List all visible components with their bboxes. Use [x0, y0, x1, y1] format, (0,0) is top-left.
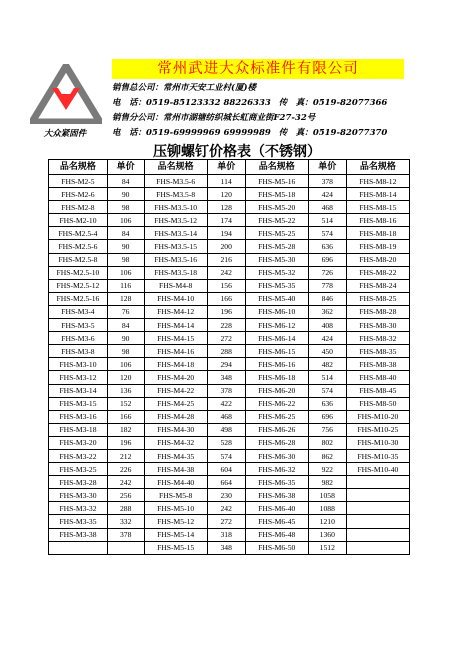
- spec-cell: FHS-M10-25: [346, 423, 409, 436]
- price-cell: 468: [207, 410, 245, 423]
- spec-cell: FHS-M6-32: [245, 463, 308, 476]
- table-row: [49, 436, 410, 449]
- price-cell: 450: [308, 345, 346, 358]
- price-cell: 98: [107, 253, 144, 266]
- spec-cell: FHS-M5-8: [144, 489, 207, 502]
- spec-cell: FHS-M4-8: [144, 279, 207, 292]
- table-row: [49, 214, 410, 227]
- hq-address: 常州市天安工业村(厦)楼: [163, 83, 257, 93]
- price-cell: 468: [308, 201, 346, 214]
- spec-cell: FHS-M8-45: [346, 384, 409, 397]
- price-cell: 574: [308, 384, 346, 397]
- price-cell: 636: [308, 240, 346, 253]
- spec-cell: FHS-M3-14: [49, 384, 108, 397]
- table-header-row: [49, 160, 410, 175]
- hq-phone-label: 电 话：: [112, 98, 147, 108]
- price-cell: 514: [308, 214, 346, 227]
- price-cell: 482: [308, 358, 346, 371]
- spec-cell: FHS-M4-10: [144, 292, 207, 305]
- price-cell: 756: [308, 423, 346, 436]
- spec-cell: FHS-M5-22: [245, 214, 308, 227]
- price-cell: 196: [207, 305, 245, 318]
- spec-cell: FHS-M4-20: [144, 371, 207, 384]
- price-cell: 422: [207, 397, 245, 410]
- spec-cell: FHS-M3.5-18: [144, 266, 207, 279]
- spec-cell: [346, 528, 409, 541]
- spec-cell: FHS-M5-18: [245, 188, 308, 201]
- hq-label: 销售总公司：: [112, 83, 164, 93]
- branch-address: 常州市湖塘纺织城长虹商业街F27-32号: [163, 113, 316, 123]
- company-logo-icon: [30, 64, 102, 124]
- spec-cell: FHS-M3-22: [49, 449, 108, 462]
- spec-cell: [346, 515, 409, 528]
- price-cell: 242: [107, 476, 144, 489]
- spec-cell: FHS-M6-50: [245, 541, 308, 554]
- price-cell: 272: [207, 515, 245, 528]
- price-cell: 318: [207, 528, 245, 541]
- table-row: [49, 188, 410, 201]
- column-header: 品名规格: [245, 160, 308, 175]
- price-cell: 1088: [308, 502, 346, 515]
- table-row: [49, 449, 410, 462]
- spec-cell: FHS-M4-14: [144, 319, 207, 332]
- column-header: 品名规格: [346, 160, 409, 175]
- spec-cell: FHS-M3-28: [49, 476, 108, 489]
- spec-cell: FHS-M4-16: [144, 345, 207, 358]
- price-cell: 348: [207, 541, 245, 554]
- price-cell: 116: [107, 279, 144, 292]
- price-cell: 216: [207, 253, 245, 266]
- price-cell: 194: [207, 227, 245, 240]
- price-cell: 174: [207, 214, 245, 227]
- spec-cell: [346, 476, 409, 489]
- spec-cell: FHS-M2.5-10: [49, 266, 108, 279]
- branch-address-line: [112, 111, 315, 123]
- hq-fax: 0519-82077366: [312, 98, 388, 108]
- price-cell: 200: [207, 240, 245, 253]
- spec-cell: FHS-M10-20: [346, 410, 409, 423]
- spec-cell: FHS-M10-30: [346, 436, 409, 449]
- spec-cell: FHS-M5-40: [245, 292, 308, 305]
- price-table: [48, 159, 410, 555]
- spec-cell: FHS-M6-26: [245, 423, 308, 436]
- price-cell: 726: [308, 266, 346, 279]
- spec-cell: FHS-M5-15: [144, 541, 207, 554]
- spec-cell: FHS-M5-30: [245, 253, 308, 266]
- spec-cell: FHS-M6-10: [245, 305, 308, 318]
- price-cell: 408: [308, 319, 346, 332]
- price-cell: 84: [107, 175, 144, 188]
- price-cell: 106: [107, 266, 144, 279]
- spec-cell: [346, 541, 409, 554]
- spec-cell: FHS-M3.5-12: [144, 214, 207, 227]
- spec-cell: FHS-M6-30: [245, 449, 308, 462]
- spec-cell: FHS-M6-45: [245, 515, 308, 528]
- price-cell: 604: [207, 463, 245, 476]
- table-row: [49, 463, 410, 476]
- column-header: 单价: [308, 160, 346, 175]
- table-row: [49, 253, 410, 266]
- price-cell: 156: [207, 279, 245, 292]
- spec-cell: FHS-M2-10: [49, 214, 108, 227]
- spec-cell: FHS-M3-32: [49, 502, 108, 515]
- table-body: [49, 175, 410, 555]
- price-cell: 120: [107, 371, 144, 384]
- price-cell: 272: [207, 332, 245, 345]
- spec-cell: FHS-M4-25: [144, 397, 207, 410]
- spec-cell: FHS-M8-20: [346, 253, 409, 266]
- table-row: [49, 528, 410, 541]
- table-row: [49, 541, 410, 554]
- table-row: [49, 319, 410, 332]
- table-row: [49, 201, 410, 214]
- price-cell: 294: [207, 358, 245, 371]
- spec-cell: FHS-M6-14: [245, 332, 308, 345]
- spec-cell: FHS-M8-40: [346, 371, 409, 384]
- spec-cell: FHS-M3-20: [49, 436, 108, 449]
- price-cell: 242: [207, 502, 245, 515]
- branch-label: 销售分公司：: [112, 113, 164, 123]
- spec-cell: FHS-M5-28: [245, 240, 308, 253]
- branch-fax: 0519-82077370: [312, 128, 388, 138]
- price-cell: 98: [107, 345, 144, 358]
- price-cell: 136: [107, 384, 144, 397]
- price-cell: 922: [308, 463, 346, 476]
- spec-cell: FHS-M3-15: [49, 397, 108, 410]
- price-cell: 76: [107, 305, 144, 318]
- table-row: [49, 489, 410, 502]
- price-cell: 498: [207, 423, 245, 436]
- spec-cell: FHS-M8-24: [346, 279, 409, 292]
- price-cell: 182: [107, 423, 144, 436]
- spec-cell: FHS-M8-19: [346, 240, 409, 253]
- spec-cell: FHS-M3-30: [49, 489, 108, 502]
- spec-cell: FHS-M2.5-12: [49, 279, 108, 292]
- price-cell: 982: [308, 476, 346, 489]
- spec-cell: FHS-M3-18: [49, 423, 108, 436]
- spec-cell: FHS-M10-35: [346, 449, 409, 462]
- price-cell: 664: [207, 476, 245, 489]
- spec-cell: FHS-M3-6: [49, 332, 108, 345]
- spec-cell: FHS-M2.5-6: [49, 240, 108, 253]
- spec-cell: FHS-M3-5: [49, 319, 108, 332]
- spec-cell: FHS-M8-30: [346, 319, 409, 332]
- price-cell: 378: [107, 528, 144, 541]
- spec-cell: FHS-M3-8: [49, 345, 108, 358]
- spec-cell: FHS-M8-25: [346, 292, 409, 305]
- table-row: [49, 502, 410, 515]
- spec-cell: FHS-M5-14: [144, 528, 207, 541]
- price-cell: 212: [107, 449, 144, 462]
- spec-cell: FHS-M4-28: [144, 410, 207, 423]
- table-row: [49, 358, 410, 371]
- spec-cell: FHS-M3-38: [49, 528, 108, 541]
- price-cell: 166: [207, 292, 245, 305]
- hq-fax-label: 传 真：: [278, 98, 313, 108]
- spec-cell: FHS-M3.5-16: [144, 253, 207, 266]
- table-row: [49, 345, 410, 358]
- spec-cell: FHS-M4-40: [144, 476, 207, 489]
- spec-cell: [49, 541, 108, 554]
- price-cell: 348: [207, 371, 245, 384]
- spec-cell: FHS-M5-10: [144, 502, 207, 515]
- spec-cell: [346, 502, 409, 515]
- price-cell: 636: [308, 397, 346, 410]
- spec-cell: FHS-M2-5: [49, 175, 108, 188]
- column-header: 品名规格: [144, 160, 207, 175]
- branch-phone-label: 电 话：: [112, 128, 147, 138]
- hq-phone: 0519-85123332 88226333: [146, 98, 271, 108]
- spec-cell: FHS-M3.5-14: [144, 227, 207, 240]
- price-cell: 106: [107, 214, 144, 227]
- price-cell: 256: [107, 489, 144, 502]
- table-row: [49, 423, 410, 436]
- spec-cell: FHS-M2-8: [49, 201, 108, 214]
- price-cell: 574: [308, 227, 346, 240]
- spec-cell: FHS-M5-25: [245, 227, 308, 240]
- spec-cell: FHS-M8-38: [346, 358, 409, 371]
- spec-cell: FHS-M4-32: [144, 436, 207, 449]
- spec-cell: FHS-M5-20: [245, 201, 308, 214]
- price-cell: 378: [308, 175, 346, 188]
- spec-cell: FHS-M3-25: [49, 463, 108, 476]
- price-cell: 288: [107, 502, 144, 515]
- spec-cell: FHS-M2.5-8: [49, 253, 108, 266]
- price-cell: 378: [207, 384, 245, 397]
- branch-phone-line: [112, 126, 387, 138]
- price-cell: 778: [308, 279, 346, 292]
- price-cell: 114: [207, 175, 245, 188]
- table-row: [49, 227, 410, 240]
- spec-cell: FHS-M8-16: [346, 214, 409, 227]
- table-row: [49, 476, 410, 489]
- price-cell: 84: [107, 319, 144, 332]
- price-cell: 196: [107, 436, 144, 449]
- spec-cell: FHS-M10-40: [346, 463, 409, 476]
- price-cell: 120: [207, 188, 245, 201]
- spec-cell: FHS-M6-25: [245, 410, 308, 423]
- spec-cell: FHS-M4-35: [144, 449, 207, 462]
- spec-cell: FHS-M4-12: [144, 305, 207, 318]
- price-cell: 106: [107, 358, 144, 371]
- spec-cell: FHS-M3-35: [49, 515, 108, 528]
- price-cell: 802: [308, 436, 346, 449]
- price-cell: 288: [207, 345, 245, 358]
- table-row: [49, 332, 410, 345]
- spec-cell: FHS-M2-6: [49, 188, 108, 201]
- table-row: [49, 279, 410, 292]
- spec-cell: FHS-M8-32: [346, 332, 409, 345]
- price-cell: 84: [107, 227, 144, 240]
- spec-cell: FHS-M5-32: [245, 266, 308, 279]
- price-cell: 166: [107, 410, 144, 423]
- price-cell: 424: [308, 188, 346, 201]
- column-header: 单价: [207, 160, 245, 175]
- price-cell: 514: [308, 371, 346, 384]
- spec-cell: FHS-M6-22: [245, 397, 308, 410]
- table-row: [49, 384, 410, 397]
- spec-cell: FHS-M6-48: [245, 528, 308, 541]
- spec-cell: FHS-M8-15: [346, 201, 409, 214]
- table-row: [49, 371, 410, 384]
- spec-cell: FHS-M6-12: [245, 319, 308, 332]
- table-row: [49, 410, 410, 423]
- logo-caption: 大众紧固件: [43, 129, 87, 139]
- spec-cell: FHS-M4-30: [144, 423, 207, 436]
- spec-cell: FHS-M4-22: [144, 384, 207, 397]
- spec-cell: FHS-M5-12: [144, 515, 207, 528]
- spec-cell: FHS-M8-50: [346, 397, 409, 410]
- price-cell: 90: [107, 240, 144, 253]
- price-cell: 1360: [308, 528, 346, 541]
- column-header: 单价: [107, 160, 144, 175]
- price-cell: 362: [308, 305, 346, 318]
- price-cell: 574: [207, 449, 245, 462]
- price-cell: 90: [107, 188, 144, 201]
- spec-cell: FHS-M3.5-6: [144, 175, 207, 188]
- table-row: [49, 397, 410, 410]
- column-header: 品名规格: [49, 160, 108, 175]
- price-cell: 230: [207, 489, 245, 502]
- spec-cell: FHS-M8-12: [346, 175, 409, 188]
- price-cell: 1058: [308, 489, 346, 502]
- spec-cell: FHS-M3-10: [49, 358, 108, 371]
- price-cell: [107, 541, 144, 554]
- table-row: [49, 266, 410, 279]
- spec-cell: FHS-M2.5-16: [49, 292, 108, 305]
- spec-cell: FHS-M6-20: [245, 384, 308, 397]
- price-cell: 696: [308, 253, 346, 266]
- price-cell: 1512: [308, 541, 346, 554]
- sheet-title: 压铆螺钉价格表（不锈钢）: [153, 144, 321, 160]
- price-cell: 98: [107, 201, 144, 214]
- price-cell: 424: [308, 332, 346, 345]
- table-row: [49, 175, 410, 188]
- letterhead: [0, 0, 474, 140]
- spec-cell: [346, 489, 409, 502]
- spec-cell: FHS-M8-14: [346, 188, 409, 201]
- spec-cell: FHS-M5-35: [245, 279, 308, 292]
- branch-fax-label: 传 真：: [278, 128, 313, 138]
- price-cell: 862: [308, 449, 346, 462]
- price-cell: 128: [207, 201, 245, 214]
- table-row: [49, 292, 410, 305]
- spec-cell: FHS-M6-40: [245, 502, 308, 515]
- spec-cell: FHS-M3-12: [49, 371, 108, 384]
- spec-cell: FHS-M8-28: [346, 305, 409, 318]
- spec-cell: FHS-M3.5-15: [144, 240, 207, 253]
- spec-cell: FHS-M8-35: [346, 345, 409, 358]
- spec-cell: FHS-M6-38: [245, 489, 308, 502]
- spec-cell: FHS-M6-35: [245, 476, 308, 489]
- spec-cell: FHS-M6-18: [245, 371, 308, 384]
- branch-phone: 0519-69999969 69999989: [146, 128, 271, 138]
- spec-cell: FHS-M3.5-10: [144, 201, 207, 214]
- price-cell: 696: [308, 410, 346, 423]
- price-cell: 90: [107, 332, 144, 345]
- table-row: [49, 515, 410, 528]
- price-cell: 1210: [308, 515, 346, 528]
- spec-cell: FHS-M6-15: [245, 345, 308, 358]
- price-cell: 846: [308, 292, 346, 305]
- price-cell: 242: [207, 266, 245, 279]
- company-name: 常州武进大众标准件有限公司: [157, 61, 359, 77]
- spec-cell: FHS-M3.5-8: [144, 188, 207, 201]
- spec-cell: FHS-M8-18: [346, 227, 409, 240]
- price-cell: 226: [107, 463, 144, 476]
- spec-cell: FHS-M8-22: [346, 266, 409, 279]
- spec-cell: FHS-M6-28: [245, 436, 308, 449]
- hq-address-line: [112, 81, 256, 93]
- spec-cell: FHS-M6-16: [245, 358, 308, 371]
- price-cell: 152: [107, 397, 144, 410]
- table-row: [49, 240, 410, 253]
- spec-cell: FHS-M4-18: [144, 358, 207, 371]
- spec-cell: FHS-M2.5-4: [49, 227, 108, 240]
- price-cell: 228: [207, 319, 245, 332]
- table-row: [49, 305, 410, 318]
- spec-cell: FHS-M4-15: [144, 332, 207, 345]
- hq-phone-line: [112, 96, 387, 108]
- spec-cell: FHS-M5-16: [245, 175, 308, 188]
- price-cell: 128: [107, 292, 144, 305]
- spec-cell: FHS-M4-38: [144, 463, 207, 476]
- price-cell: 528: [207, 436, 245, 449]
- price-cell: 332: [107, 515, 144, 528]
- spec-cell: FHS-M3-4: [49, 305, 108, 318]
- spec-cell: FHS-M3-16: [49, 410, 108, 423]
